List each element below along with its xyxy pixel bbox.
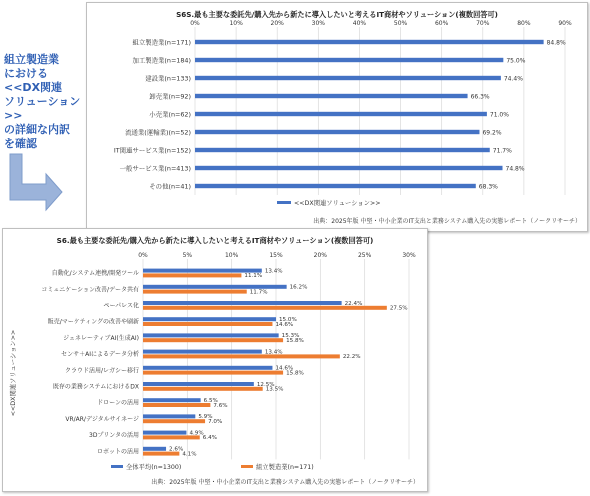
bottom-bar <box>143 382 254 386</box>
top-tick-label: 60% <box>434 20 449 27</box>
top-bar <box>195 112 487 116</box>
bottom-bar <box>143 398 201 402</box>
bottom-bar <box>143 273 241 277</box>
bottom-value-label: 14.6% <box>275 321 294 328</box>
top-bar <box>195 94 468 98</box>
bottom-tick-label: 25% <box>357 252 372 259</box>
bottom-tick-label: 5% <box>182 252 193 259</box>
bottom-value-label: 4.9% <box>189 430 204 437</box>
bottom-chart-title: S6.最も主要な委託先/購入先から新たに導入したいと考えるIT商材やソリューション(複数回答可) <box>56 236 374 245</box>
bottom-value-label: 7.0% <box>208 419 223 425</box>
top-value-label: 66.3% <box>470 93 490 101</box>
bottom-category-label: ペーパレス化 <box>103 302 139 310</box>
bottom-bar <box>143 414 195 418</box>
bottom-tick-label: 10% <box>224 252 239 259</box>
bottom-category-label: ジェネレーティブAI(生成AI) <box>63 334 139 342</box>
top-tick-label: 20% <box>270 20 284 27</box>
top-category-label: 流通業(運輸業)(n=52) <box>125 128 191 137</box>
bottom-chart-panel <box>2 228 428 492</box>
bottom-value-label: 16.2% <box>289 284 308 291</box>
top-value-label: 69.2% <box>482 129 502 137</box>
top-chart-title: S6S.最も主要な委託先/購入先から新たに導入したいと考えるIT商材やソリューション(複数回答可) <box>176 10 498 19</box>
bottom-bar <box>143 333 279 337</box>
top-bar <box>195 40 544 44</box>
bottom-value-label: 15.3% <box>281 333 300 340</box>
top-bar <box>195 166 503 170</box>
top-category-label: 加工製造業(n=184) <box>132 56 191 65</box>
bottom-category-label: VR/AR/デジタルサイネージ <box>65 415 139 423</box>
bottom-category-label: 既存の業務システムにおけるDX <box>52 383 139 391</box>
top-value-label: 74.4% <box>503 75 523 83</box>
top-tick-label: 50% <box>393 20 408 27</box>
bottom-value-label: 5.9% <box>198 414 213 421</box>
bottom-chart-source: 出典：2025年版 中堅・中小企業のIT支出と業務システム購入先の実態レポート（ノークリサーチ） <box>151 479 419 486</box>
bottom-bar <box>143 317 276 321</box>
bottom-value-label: 6.4% <box>202 435 217 442</box>
top-value-label: 75.0% <box>506 57 526 65</box>
bottom-category-label: コミュニケーション改善/データ共有 <box>41 286 139 294</box>
down-right-arrow-icon <box>2 150 72 212</box>
bottom-value-label: 6.5% <box>203 398 218 404</box>
bottom-legend <box>111 462 314 471</box>
top-value-label: 71.0% <box>489 111 509 119</box>
bottom-bar <box>143 350 262 354</box>
top-bar <box>195 58 503 62</box>
top-chart <box>87 3 587 231</box>
bottom-value-label: 27.5% <box>389 305 408 312</box>
bottom-chart <box>3 229 427 491</box>
bottom-value-label: 2.6% <box>169 446 184 453</box>
bottom-tick-label: 30% <box>402 252 416 259</box>
bottom-value-label: 13.4% <box>264 268 283 275</box>
top-value-label: 71.7% <box>492 147 512 155</box>
bottom-category-label: ドローンの活用 <box>97 399 139 407</box>
top-chart-panel <box>86 2 588 232</box>
bottom-value-label: 15.0% <box>279 317 297 323</box>
top-category-label: 小売業(n=62) <box>149 110 191 119</box>
top-category-label: IT関連サービス業(n=152) <box>113 146 191 155</box>
bottom-value-label: 14.6% <box>275 365 294 372</box>
legend-swatch-overall <box>111 465 123 468</box>
bottom-category-label: 自動化/システム連携/開発ツール <box>51 270 139 278</box>
top-legend-label: <<DX関連ソリューション>> <box>294 200 381 207</box>
legend-label-assembly: 組立製造業(n=171) <box>256 464 314 471</box>
top-chart-source: 出典：2025年版 中堅・中小企業のIT支出と業務システム購入先の実態レポート（ノークリサーチ） <box>313 218 581 225</box>
top-category-label: 組立製造業(n=171) <box>132 38 191 47</box>
top-category-label: その他(n=41) <box>149 182 191 191</box>
top-bar <box>195 130 479 134</box>
top-tick-label: 40% <box>352 20 367 27</box>
top-tick-label: 70% <box>476 20 490 27</box>
bottom-bar <box>143 338 283 342</box>
bottom-value-label: 4.1% <box>182 451 197 458</box>
bottom-bar <box>143 285 287 289</box>
legend-swatch-assembly <box>241 465 253 468</box>
bottom-bar <box>143 447 166 451</box>
top-value-label: 84.8% <box>546 39 566 47</box>
bottom-tick-label: 20% <box>313 252 328 259</box>
bottom-tick-label: 15% <box>269 252 283 259</box>
side-annotation: 組立製造業 における <<DX関連 ソリューション>> の詳細な内訳 を確認 <box>4 53 81 150</box>
top-tick-label: 10% <box>229 20 243 27</box>
bottom-bar <box>143 371 283 375</box>
top-tick-label: 90% <box>558 20 572 27</box>
bottom-category-label: センサ＋AIによるデータ分析 <box>61 351 139 359</box>
bottom-value-label: 11.7% <box>249 289 268 296</box>
legend-label-overall: 全体平均(n=1300) <box>126 464 182 471</box>
top-value-label: 74.8% <box>505 165 525 173</box>
bottom-bar <box>143 354 340 358</box>
top-tick-label: 30% <box>311 20 326 27</box>
bottom-value-label: 11.1% <box>244 273 263 280</box>
bottom-value-label: 7.6% <box>213 402 228 409</box>
bottom-category-label: 販売/マーケティングの改善や刷新 <box>47 318 139 326</box>
bottom-value-label: 22.2% <box>342 354 361 361</box>
bottom-bar <box>143 419 205 423</box>
bottom-bar <box>143 366 272 370</box>
top-tick-label: 0% <box>190 20 200 27</box>
top-bar <box>195 184 476 188</box>
bottom-bar <box>143 387 263 391</box>
top-category-label: 建設業(n=133) <box>145 74 191 83</box>
bottom-bar <box>143 431 186 435</box>
bottom-value-label: 13.4% <box>264 349 283 356</box>
bottom-value-label: 15.8% <box>286 370 304 377</box>
top-bar <box>195 76 501 80</box>
bottom-bar <box>143 269 262 273</box>
bottom-chart-ylabel: <<DX関連ソリューション>> <box>10 329 17 417</box>
bottom-tick-label: 0% <box>138 252 148 259</box>
top-legend-swatch <box>277 201 291 204</box>
bottom-bar <box>143 322 272 326</box>
top-category-label: 一般サービス業(n=413) <box>119 164 191 173</box>
bottom-value-label: 13.5% <box>265 386 284 393</box>
bottom-category-label: ロボットの活用 <box>96 448 139 456</box>
bottom-category-label: クラウド活用/レガシー移行 <box>64 367 139 375</box>
top-bar <box>195 148 490 152</box>
bottom-bar <box>143 290 247 294</box>
top-value-label: 68.3% <box>478 183 498 191</box>
bottom-bar <box>143 301 342 305</box>
bottom-value-label: 12.5% <box>256 381 275 388</box>
top-tick-label: 80% <box>517 20 531 27</box>
top-legend <box>277 198 381 207</box>
bottom-value-label: 15.8% <box>286 338 304 344</box>
bottom-value-label: 22.4% <box>344 300 363 307</box>
top-category-label: 卸売業(n=92) <box>149 92 191 101</box>
bottom-bar <box>143 403 210 407</box>
bottom-category-label: 3Dプリンタの活用 <box>89 432 139 440</box>
